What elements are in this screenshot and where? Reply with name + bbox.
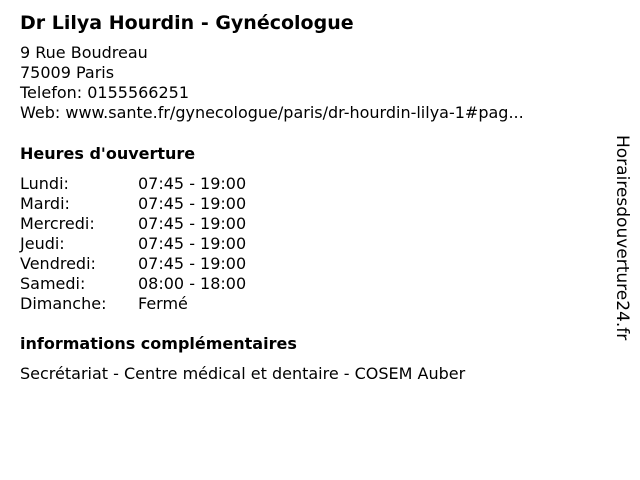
info-heading: informations complémentaires bbox=[20, 334, 297, 353]
time-value: 07:45 - 19:00 bbox=[138, 174, 247, 193]
time-value: 07:45 - 19:00 bbox=[138, 214, 247, 233]
day-label: Samedi: bbox=[20, 274, 86, 293]
street-address: 9 Rue Boudreau bbox=[20, 43, 148, 62]
hours-row bbox=[20, 194, 246, 214]
time-value: 07:45 - 19:00 bbox=[138, 254, 247, 273]
day-label: Jeudi: bbox=[20, 234, 65, 253]
day-label: Lundi: bbox=[20, 174, 69, 193]
time-value: 07:45 - 19:00 bbox=[138, 194, 247, 213]
day-label: Vendredi: bbox=[20, 254, 96, 273]
website-link[interactable]: Web: www.sante.fr/gynecologue/paris/dr-hourdin-lilya-1#pag... bbox=[20, 103, 524, 122]
hours-row bbox=[20, 294, 246, 314]
phone-number: Telefon: 0155566251 bbox=[20, 83, 190, 102]
city: 75009 Paris bbox=[20, 63, 115, 82]
address-block bbox=[20, 43, 524, 123]
opening-hours-table bbox=[20, 174, 246, 314]
hours-row bbox=[20, 254, 246, 274]
time-value: 08:00 - 18:00 bbox=[138, 274, 247, 293]
day-label: Mardi: bbox=[20, 194, 70, 213]
day-label: Dimanche: bbox=[20, 294, 107, 313]
hours-row bbox=[20, 214, 246, 234]
hours-row bbox=[20, 174, 246, 194]
time-value: 07:45 - 19:00 bbox=[138, 234, 247, 253]
page-title: Dr Lilya Hourdin - Gynécologue bbox=[20, 12, 354, 34]
hours-row bbox=[20, 274, 246, 294]
hours-row bbox=[20, 234, 246, 254]
info-text: Secrétariat - Centre médical et dentaire - COSEM Auber bbox=[20, 364, 466, 383]
site-watermark: Horairesdouverture24.fr bbox=[612, 135, 632, 341]
day-label: Mercredi: bbox=[20, 214, 95, 233]
hours-heading: Heures d'ouverture bbox=[20, 144, 196, 163]
time-value: Fermé bbox=[138, 294, 188, 313]
